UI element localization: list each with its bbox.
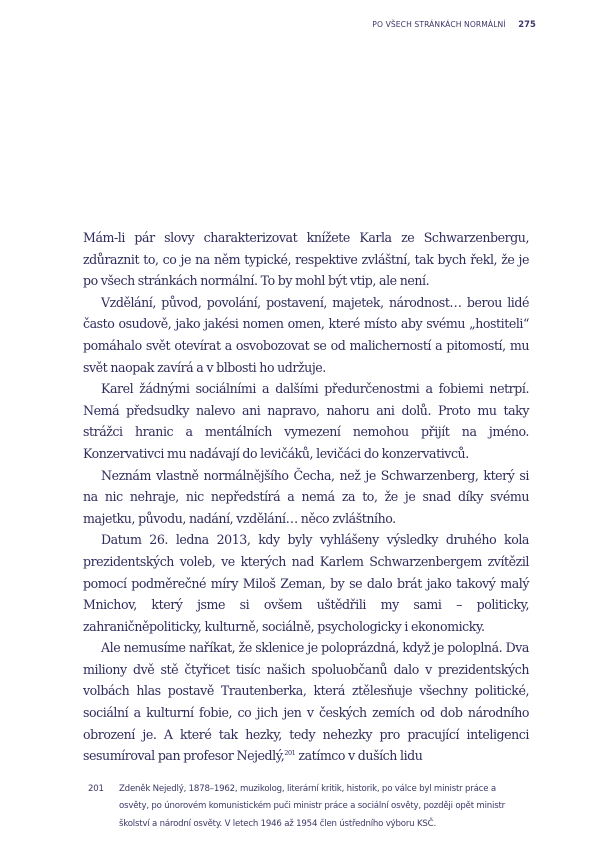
paragraph: Mám-li pár slovy charakterizovat knížete Karla ze Schwarzenbergu, zdůraznit to, co je na něm typické, respektive zvláštní, tak bych řekl, že je po všech stránkách normální. To by mohl být vtip, ale není. — [83, 230, 529, 289]
body-text — [83, 31, 529, 767]
paragraph: Karel žádnými sociálními a dalšími předurčenostmi a fobiemi netrpí. Nemá předsudky nalevo ani napravo, nahoru ani dolů. Proto mu taky strážci hranic a mentálních vymezení nemohou přijít na jméno. Konzervativci mu nadávají do levičáků, levičáci do konzervativců. — [83, 381, 529, 461]
footnote-text: Zdeněk Nejedlý, 1878–1962, muzikolog, literární kritik, historik, po válce byl ministr práce a osvěty, po únorovém komunistickém puči ministr práce a sociální osvěty, později opět ministr školství a národní osvěty. V letech 1946 až 1954 člen ústředního výboru KSČ. — [119, 783, 505, 829]
page-number: 275 — [518, 19, 536, 29]
paragraph: Neznám vlastně normálnějšího Čecha, než je Schwarzenberg, který si na nic nehraje, nic nepředstírá a nemá za to, že je snad díky svému majetku, původu, nadání, vzdělání… něco zvláštního. — [83, 467, 529, 526]
footnote-number: 201 — [88, 783, 104, 794]
footnote — [88, 781, 528, 853]
paragraph: Vzdělání, původ, povolání, postavení, majetek, národnost… berou lidé často osudově, jako jakési nomen omen, které místo aby svému „hostiteli“ pomáhalo svět otevírat a osvobozovat se od malicherností a pitomostí, mu svět naopak zavírá a v blbosti ho udržuje. — [83, 294, 529, 375]
paragraph-text-continued: zatímco v duších lidu — [295, 748, 423, 764]
footnote-reference[interactable]: 201 — [284, 749, 296, 758]
paragraph: Datum 26. ledna 2013, kdy byly vyhlášeny výsledky druhého kola prezidentských voleb, ve kterých nad Karlem Schwarzenbergem zvítězil pomocí podměrečné míry Miloš Zeman, by se dalo brát jako takový malý Mnichov, který jsme si ovšem uštědřili my sami – politicky, zahraničněpoliticky, kulturně, sociálně, psychologicky i ekonomicky. — [83, 532, 529, 634]
paragraph-text: Ale nemusíme naříkat, že sklenice je poloprázdná, když je poloplná. Dva miliony dvě stě čtyřicet tisíc našich spoluobčanů dalo v prezidentských volbách hlas postavě Trautenberka, která ztělesňuje všechny politické, sociální a kulturní fobie, co jich jen v českých zemích od dob národního obrození je. A které tak hezky, tedy nehezky pro pracující inteligenci sesumíroval pan profesor Nejedlý, — [83, 640, 529, 764]
running-title: PO VŠECH STRÁNKÁCH NORMÁLNÍ — [372, 20, 506, 29]
paragraph — [83, 637, 529, 767]
running-head — [0, 18, 600, 31]
